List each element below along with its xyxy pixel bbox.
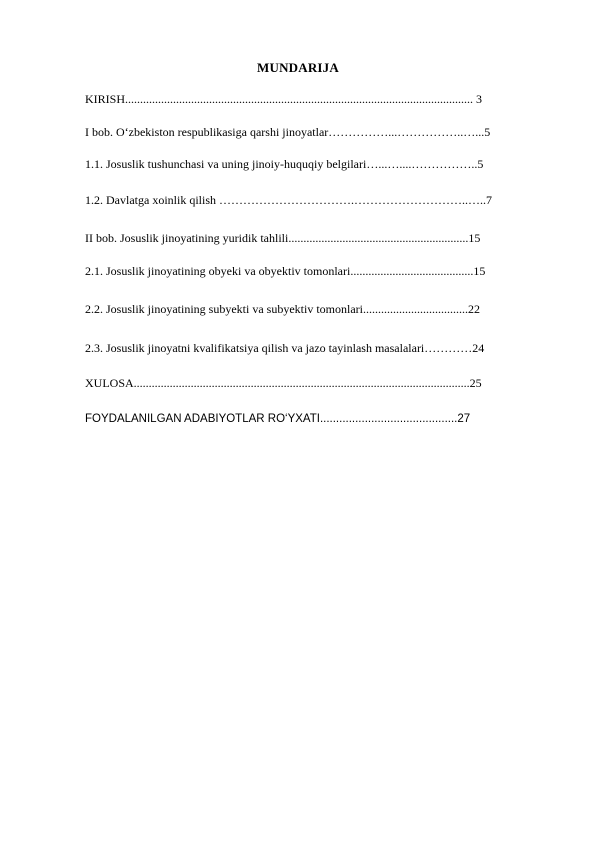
toc-entry-chapter-1[interactable]: I bob. O‘zbekiston respublikasiga qarshi jinoyatlar……………...……………..…...5 bbox=[85, 125, 491, 139]
toc-entry-section-2-2[interactable]: 2.2. Josuslik jinoyatining subyekti va subyektiv tomonlari...................................22 bbox=[85, 302, 480, 316]
toc-entry-chapter-2[interactable]: II bob. Josuslik jinoyatining yuridik tahlili............................................................15 bbox=[85, 231, 481, 245]
toc-entry-section-2-3[interactable]: 2.3. Josuslik jinoyatni kvalifikatsiya qilish va jazo tayinlash masalalari…………24 bbox=[85, 341, 485, 355]
page-title: MUNDARIJA bbox=[257, 60, 339, 75]
toc-entry-kirish[interactable]: KIRISH.................................................................................................................... 3 bbox=[85, 92, 483, 106]
toc-entry-section-1-1[interactable]: 1.1. Josuslik tushunchasi va uning jinoiy-huquqiy belgilari…...…....……………..5 bbox=[85, 157, 484, 171]
toc-entry-xulosa[interactable]: XULOSA................................................................................................................25 bbox=[85, 376, 482, 390]
toc-entry-section-2-1[interactable]: 2.1. Josuslik jinoyatining obyeki va obyektiv tomonlari.........................................15 bbox=[85, 264, 486, 278]
toc-entry-bibliography[interactable]: FOYDALANILGAN ADABIYOTLAR RO‘YXATI...........................................27 bbox=[85, 413, 471, 425]
toc-entry-section-1-2[interactable]: 1.2. Davlatga xoinlik qilish …………………………….………………………..…..7 bbox=[85, 193, 492, 207]
